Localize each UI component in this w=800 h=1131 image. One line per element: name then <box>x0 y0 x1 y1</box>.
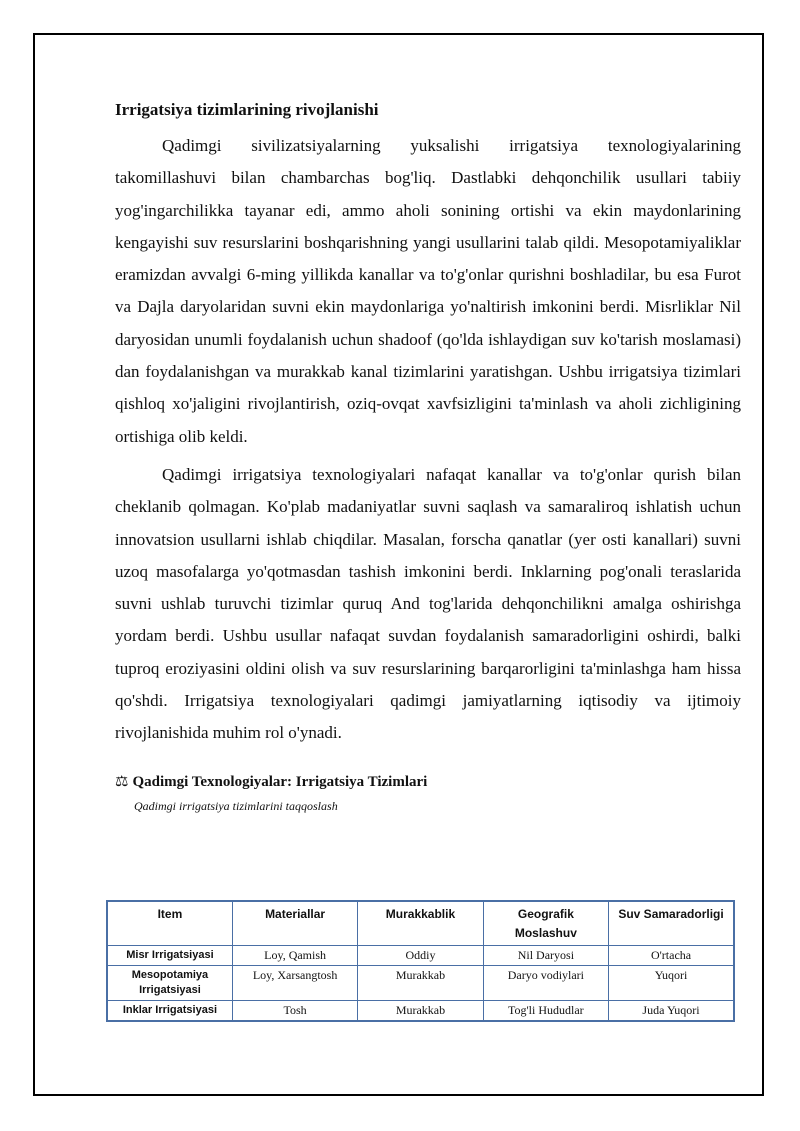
table-cell: Tosh <box>232 1001 357 1022</box>
header-efficiency: Suv Samaradorligi <box>609 901 734 946</box>
table-title <box>115 772 741 792</box>
table-cell: Loy, Xarsangtosh <box>232 966 357 1001</box>
table-cell: Tog'li Hududlar <box>483 1001 608 1022</box>
table-title-text: Qadimgi Texnologiyalar: Irrigatsiya Tizimlari <box>132 773 428 790</box>
row-label: Misr Irrigatsiyasi <box>107 946 232 966</box>
table-cell: Nil Daryosi <box>483 946 608 966</box>
table-cell: Murakkab <box>358 1001 483 1022</box>
table-row <box>107 966 734 1001</box>
table-cell: O'rtacha <box>609 946 734 966</box>
document-body <box>115 98 741 820</box>
header-materials: Materiallar <box>232 901 357 946</box>
table-cell: Yuqori <box>609 966 734 1001</box>
table-cell: Loy, Qamish <box>232 946 357 966</box>
paragraph-2: Qadimgi irrigatsiya texnologiyalari nafaqat kanallar va to'g'onlar qurish bilan cheklanib qolmagan. Ko'plab madaniyatlar suvni saqlash va samaraliroq ishlatish uchun innovatsion usullarni ishlab chiqdilar. Masalan, forscha qanatlar (yer osti kanallari) suvni uzoq masofalarga yo'qotmasdan tashish imkonini berdi. Inklarning pog'onali teraslarida suvni ushlab turuvchi tizimlar quruq And tog'larida dehqonchilikni amalga oshirishga yordam berdi. Ushbu usullar nafaqat suvdan foydalanish samaradorligini oshirdi, balki tuproq eroziyasini oldini olish va suv resurslarining barqarorligini ta'minlashga ham hissa qo'shdi. Irrigatsiya texnologiyalari qadimgi jamiyatlarning iqtisodiy va ijtimoiy rivojlanishida muhim rol o'ynadi. <box>115 464 741 743</box>
header-complexity: Murakkablik <box>358 901 483 946</box>
row-label: Inklar Irrigatsiyasi <box>107 1001 232 1022</box>
row-label: Mesopotamiya Irrigatsiyasi <box>107 966 232 1001</box>
header-item: Item <box>107 901 232 946</box>
table-cell: Murakkab <box>358 966 483 1001</box>
table-header-row <box>107 901 734 946</box>
table-caption: Qadimgi irrigatsiya tizimlarini taqqoslash <box>134 798 338 813</box>
table-cell: Oddiy <box>358 946 483 966</box>
table-row <box>107 946 734 966</box>
table-row <box>107 1001 734 1022</box>
paragraph-1: Qadimgi sivilizatsiyalarning yuksalishi irrigatsiya texnologiyalarining takomillashuvi bilan chambarchas bog'liq. Dastlabki dehqonchilik usullari tabiiy yog'ingarchilikka tayanar edi, ammo aholi sonining ortishi va ekin maydonlarining kengayishi suv resurslarini boshqarishning yangi usullarini talab qildi. Mesopotamiyaliklar eramizdan avvalgi 6-ming yillikda kanallar va to'g'onlar qurishni boshladilar, bu esa Furot va Dajla daryolaridan suvni ekin maydonlariga yo'naltirish imkonini berdi. Misrliklar Nil daryosidan unumli foydalanish uchun shadoof (qo'lda ishlaydigan suv ko'tarish moslamasi) dan foydalanishgan va murakkab kanal tizimlarini yaratishgan. Ushbu irrigatsiya tizimlari qishloq xo'jaligini rivojlantirish, oziq-ovqat xavfsizligini ta'minlash va aholi zichligining ortishiga olib keldi. <box>115 136 741 446</box>
scales-icon: ⚖ <box>115 773 129 790</box>
section-heading: Irrigatsiya tizimlarining rivojlanishi <box>115 100 379 119</box>
comparison-table <box>106 900 735 1022</box>
table-cell: Daryo vodiylari <box>483 966 608 1001</box>
header-geographic: Geografik Moslashuv <box>483 901 608 946</box>
table-cell: Juda Yuqori <box>609 1001 734 1022</box>
